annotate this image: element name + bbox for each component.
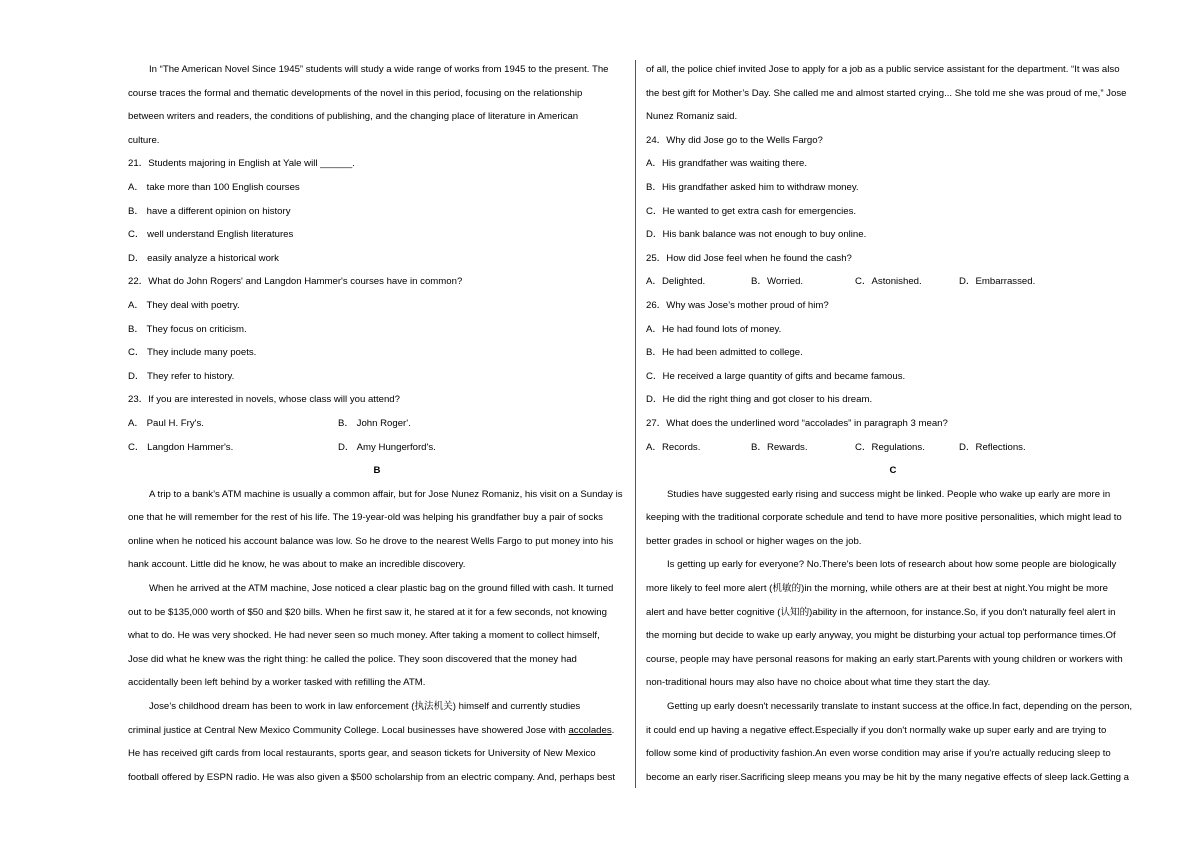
section-c-title: C: [889, 465, 897, 477]
question-23-option-d: D． Amy Hungerford's.: [338, 441, 436, 453]
question-27-option-a: A．Records.: [646, 441, 701, 453]
passage-b-line: Nunez Romaniz said.: [646, 111, 738, 123]
question-21-option-a: A． take more than 100 English courses: [128, 181, 300, 193]
question-24-stem: 24．Why did Jose go to the Wells Fargo?: [646, 134, 823, 146]
passage-b-line: out to be $135,000 worth of $50 and $20 bills. When he first saw it, he stared at it for a few seconds, not knowing: [128, 606, 607, 618]
underlined-word-accolades: accolades: [568, 724, 612, 736]
column-divider: [635, 60, 636, 788]
question-24-option-c: C．He wanted to get extra cash for emergencies.: [646, 205, 857, 217]
passage-b-line: online when he noticed his account balance was low. So he drove to the nearest Wells Fargo to put money into his: [128, 535, 614, 547]
passage-b-line: the best gift for Mother’s Day. She called me and almost started crying... She told me she was proud of me,” Jose: [646, 87, 1127, 99]
passage-b-line: football offered by ESPN radio. He was also given a $500 scholarship from an electric company. And, perhaps best: [128, 771, 616, 783]
question-21-option-c: C． well understand English literatures: [128, 229, 294, 241]
question-26-stem: 26．Why was Jose’s mother proud of him?: [646, 299, 829, 311]
right-column: [646, 58, 1140, 789]
question-26-option-c: C．He received a large quantity of gifts and became famous.: [646, 370, 906, 382]
question-21-stem: 21．Students majoring in English at Yale will ______.: [128, 158, 355, 170]
passage-a-line: In “The American Novel Since 1945” students will study a wide range of works from 1945 to the present. The: [149, 64, 609, 75]
left-column: [128, 58, 626, 789]
question-22-option-c: C． They include many poets.: [128, 347, 257, 359]
passage-c-line: course, people may have personal reasons for making an early start.Parents with young children or workers with: [646, 653, 1123, 665]
passage-c-line: Getting up early doesn't necessarily translate to instant success at the office.In fact, depending on the person,: [667, 701, 1133, 713]
passage-b-line: A trip to a bank’s ATM machine is usually a common affair, but for Jose Nunez Romaniz, his visit on a Sunday is: [149, 488, 623, 500]
question-27-options-row: [646, 436, 1140, 460]
question-27-option-c: C．Regulations.: [855, 441, 925, 453]
passage-c-line: Studies have suggested early rising and success might be linked. People who wake up early are more in: [667, 488, 1111, 500]
question-26-option-b: B．He had been admitted to college.: [646, 347, 803, 359]
passage-b-line: hank account. Little did he know, he was about to make an incredible discovery.: [128, 559, 466, 571]
passage-b-line: Jose’s childhood dream has been to work in law enforcement (执法机关) himself and currently studies: [149, 701, 581, 713]
question-27-stem: 27．What does the underlined word “accolades” in paragraph 3 mean?: [646, 417, 948, 429]
passage-c-line: alert and have better cognitive (认知的)ability in the afternoon, for instance.So, if you don't naturally feel alert in: [646, 606, 1116, 618]
question-23-options-row-1: [128, 412, 626, 436]
question-25-option-b: B．Worried.: [751, 276, 804, 288]
passage-c-line: keeping with the traditional corporate schedule and tend to have more positive personalities, which might lead to: [646, 512, 1122, 524]
passage-b-line: one that he will remember for the rest of his life. The 19-year-old was helping his grandfather buy a pair of socks: [128, 512, 603, 524]
question-25-option-d: D．Embarrassed.: [959, 276, 1036, 288]
passage-c-line: non-traditional hours may also have no choice about what time they start the day.: [646, 677, 991, 689]
question-21-option-d: D． easily analyze a historical work: [128, 252, 279, 264]
passage-b-line: of all, the police chief invited Jose to apply for a job as a public service assistant for the department. “It was also: [646, 64, 1120, 75]
passage-b-line: accidentally been left behind by a worker tasked with refilling the ATM.: [128, 677, 426, 689]
question-27-option-d: D．Reflections.: [959, 441, 1026, 453]
question-21-option-b: B． have a different opinion on history: [128, 205, 291, 217]
passage-b-text: .: [611, 724, 615, 736]
question-23-stem: 23．If you are interested in novels, whose class will you attend?: [128, 394, 400, 406]
passage-b-line: He has received gift cards from local restaurants, sports gear, and season tickets for University of New Mexico: [128, 748, 596, 760]
passage-c-line: better grades in school or higher wages on the job.: [646, 535, 862, 547]
passage-c-line: become an early riser.Sacrificing sleep means you may be hit by the many negative effects of sleep lack.Getting a: [646, 771, 1129, 783]
section-b-title: B: [373, 465, 381, 477]
question-24-option-b: B．His grandfather asked him to withdraw money.: [646, 181, 859, 193]
question-26-option-d: D．He did the right thing and got closer to his dream.: [646, 394, 873, 406]
passage-c-line: it could end up having a negative effect.Especially if you don't normally wake up super early and are trying to: [646, 724, 1107, 736]
question-23-option-c: C． Langdon Hammer's.: [128, 441, 234, 453]
passage-c-line: more likely to feel more alert (机敏的)in the morning, while others are at their best at night.You might be more: [646, 583, 1108, 595]
passage-b-line: Jose did what he knew was the right thing: he called the police. They soon discovered that the money had: [128, 653, 577, 665]
passage-b-line: what to do. He was very shocked. He had never seen so much money. After taking a moment to collect himself,: [128, 630, 600, 642]
passage-c-line: the morning but decide to wake up early anyway, you might be disturbing your actual top performance times.Of: [646, 630, 1116, 642]
question-25-stem: 25．How did Jose feel when he found the cash?: [646, 252, 852, 264]
question-25-option-a: A．Delighted.: [646, 276, 706, 288]
question-23-option-b: B． John Roger'.: [338, 417, 411, 429]
passage-b-line: When he arrived at the ATM machine, Jose noticed a clear plastic bag on the ground filled with cash. It turned: [149, 583, 614, 595]
question-25-option-c: C．Astonished.: [855, 276, 922, 288]
question-25-options-row: [646, 270, 1140, 294]
question-26-option-a: A．He had found lots of money.: [646, 323, 782, 335]
question-24-option-a: A．His grandfather was waiting there.: [646, 158, 808, 170]
passage-a-line: course traces the formal and thematic developments of the novel in this period, focusing on the relationship: [128, 87, 583, 99]
passage-b-text: criminal justice at Central New Mexico Community College. Local businesses have showered Jose with: [128, 724, 569, 736]
passage-c-line: follow some kind of productivity fashion.An even worse condition may arise if you're actually reducing sleep to: [646, 748, 1111, 760]
question-23-options-row-2: [128, 436, 626, 460]
passage-c-line: Is getting up early for everyone? No.There's been lots of research about how some people are biologically: [667, 559, 1117, 571]
question-27-option-b: B．Rewards.: [751, 441, 808, 453]
passage-a-line: culture.: [128, 134, 160, 146]
question-22-stem: 22．What do John Rogers' and Langdon Hammer's courses have in common?: [128, 276, 463, 288]
question-22-option-b: B． They focus on criticism.: [128, 323, 247, 335]
question-22-option-d: D． They refer to history.: [128, 370, 235, 382]
passage-a-line: between writers and readers, the conditions of publishing, and the changing place of literature in American: [128, 111, 579, 123]
question-22-option-a: A． They deal with poetry.: [128, 299, 240, 311]
question-24-option-d: D．His bank balance was not enough to buy online.: [646, 229, 867, 241]
question-23-option-a: A． Paul H. Fry's.: [128, 417, 204, 429]
passage-b-line-accolades: [128, 719, 626, 743]
